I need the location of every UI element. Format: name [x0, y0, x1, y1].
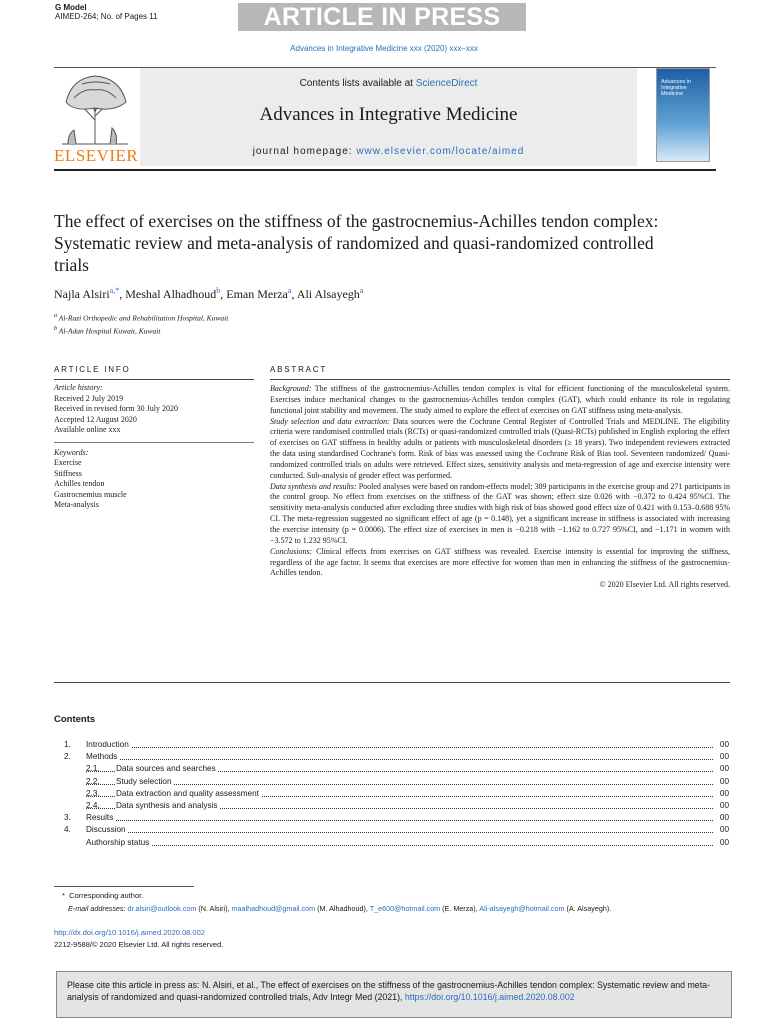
- affil-sup: b: [54, 325, 57, 332]
- corresponding-footnote: [62, 891, 143, 900]
- article-info-heading: ARTICLE INFO: [54, 365, 131, 374]
- history-label: Article history:: [54, 383, 103, 392]
- ref-code: AIMED-264; No. of Pages 11: [55, 12, 158, 21]
- divider: [54, 442, 254, 443]
- divider: [54, 379, 254, 380]
- author-name[interactable]: Najla Alsiri: [54, 287, 110, 301]
- keyword: Gastrocnemius muscle: [54, 489, 127, 499]
- email-owner: (A. Alsayegh).: [564, 904, 612, 913]
- toc-leader-dots: [86, 747, 713, 748]
- toc-number: 2.: [64, 752, 71, 762]
- toc-number: 2.1.: [86, 764, 100, 774]
- citation-text: Please cite this article in press as: N. Alsiri, et al., The effect of exercises on the stiffness of the gastrocnemius-Achilles tendon complex: Systematic review and meta-analysis of randomized and quasi-randomized controlled trials, Adv Integr Med (2021),: [67, 980, 710, 1002]
- cover-title: Advances in Integrative Medicine: [661, 79, 691, 97]
- toc-row[interactable]: [54, 776, 729, 788]
- affiliation: [54, 311, 228, 324]
- email-owner: (E. Merza),: [440, 904, 480, 913]
- abstract-heading: ABSTRACT: [270, 365, 328, 374]
- author-affil-sup[interactable]: a: [287, 286, 292, 295]
- affil-text: Al-Adan Hospital Kuwait, Kuwait: [58, 326, 161, 335]
- toc-page: 00: [718, 788, 729, 800]
- toc-page: 00: [718, 763, 729, 775]
- homepage-prefix: journal homepage:: [252, 146, 357, 157]
- toc-page: 00: [718, 824, 729, 836]
- author-affil-sup[interactable]: a: [359, 286, 364, 295]
- background-text: The stiffness of the gastrocnemius-Achilles tendon complex is vital for efficient functioning of the musculoskeletal system. Exercises induce mechanical changes to the gastrocnemius-Achilles tendon complex (GAT), which could enhance its role in regulating functional joint stability and movement. The study aimed to explore the effect of exercises on GAT stiffness using meta-analysis.: [270, 384, 730, 415]
- toc-leader-dots: [86, 820, 713, 821]
- author-name[interactable]: Ali Alsayegh: [296, 287, 360, 301]
- toc-row[interactable]: [54, 763, 729, 775]
- journal-reference[interactable]: Advances in Integrative Medicine xxx (2020) xxx–xxx: [290, 44, 478, 53]
- toc-label[interactable]: Data sources and searches: [116, 763, 218, 775]
- masthead-bottom-rule: [54, 169, 716, 171]
- toc-row[interactable]: [54, 837, 729, 849]
- affiliation: [54, 324, 228, 337]
- affiliations: [54, 311, 228, 336]
- email-link[interactable]: Ali-alsayegh@hotmail.com: [479, 904, 565, 913]
- abstract-body: [270, 384, 730, 579]
- toc-page: 00: [718, 812, 729, 824]
- citation-doi-link[interactable]: https://doi.org/10.1016/j.aimed.2020.08.002: [404, 992, 575, 1002]
- citation-box: [56, 971, 732, 1018]
- keyword: Exercise: [54, 458, 82, 467]
- article-in-press-banner: ARTICLE IN PRESS: [238, 3, 526, 31]
- selection-text: Data sources were the Cochrane Central Register of Controlled Trials and MEDLINE. The eligibility criteria were randomised controlled trials (RCTs) or quasi-randomized controlled trials (Quasi-RCTs) published in English exploring the effect of exercises on GAT stiffness in healthy adults or patients with musculoskeletal disorders (≥ 18 years). Two independent reviewers extracted the data using standardised Cochrane's form. Risk of bias was assessed using the Cochrane Risk of Bias tool. Seventeen randomized/ Quasi-randomized controlled trials on adults were retrieved. Effect sizes, sensitivity analysis and meta-regression of age and exercise intensity were conducted. Sub-analysis of gender effect was performed.: [270, 416, 730, 480]
- journal-cover[interactable]: [650, 68, 716, 166]
- sciencedirect-link[interactable]: ScienceDirect: [415, 78, 478, 89]
- toc-label[interactable]: Methods: [86, 751, 119, 763]
- history-line: Received 2 July 2019: [54, 393, 124, 403]
- toc-page: 00: [718, 776, 729, 788]
- toc-number: 2.4.: [86, 800, 100, 810]
- tree-icon: [54, 68, 136, 146]
- author-name[interactable]: Eman Merza: [226, 287, 288, 301]
- contents-heading: Contents: [54, 714, 96, 725]
- author-list: Najla Alsiri$^{a,*}$, Meshal Alhadhoud$^b$, Eman Merza$^a$, Ali Alsayegh$^a$: [54, 286, 364, 301]
- keyword: Stiffness: [54, 468, 82, 478]
- toc-page: 00: [718, 739, 729, 751]
- toc-label[interactable]: Study selection: [116, 776, 174, 788]
- toc-row[interactable]: [54, 800, 729, 812]
- elsevier-logo[interactable]: [54, 68, 139, 166]
- article-code: [55, 3, 158, 21]
- journal-name: Advances in Integrative Medicine: [259, 104, 518, 125]
- toc-number: 2.2.: [86, 776, 100, 786]
- cover-image: [656, 68, 710, 162]
- doi-line: [54, 928, 205, 937]
- toc-leader-dots: [86, 759, 713, 760]
- email-owner: (N. Alsiri),: [196, 904, 232, 913]
- toc-number: 2.3.: [86, 788, 100, 798]
- email-owner: (M. Alhadhoud),: [315, 904, 370, 913]
- issn-line: 2212-9588/© 2020 Elsevier Ltd. All rights reserved.: [54, 940, 224, 949]
- history-line: Accepted 12 August 2020: [54, 414, 137, 424]
- author-affil-sup[interactable]: b: [216, 286, 221, 295]
- synthesis-label: Data synthesis and results:: [270, 481, 357, 491]
- email-footnote: [68, 904, 611, 913]
- history-line: Received in revised form 30 July 2020: [54, 404, 178, 413]
- toc-page: 00: [718, 751, 729, 763]
- synthesis-text: Pooled analyses were based on random-effects model; 389 participants in the exercise group and 271 participants in the control group. No effect from exercises on the stiffness of the GAT was shown; effect size 0.026 with −0.372 to 0.424 95%CI. The sensitivity meta-analysis conducted after excluding three studies with high risk of bias showed good effect size of 0.421 with 0.153–0.688 95% CI. The meta-regression suggested no significant effect of age (p = 0.148), yet a significant increase in stiffness is associated with increasing the exercise intensity (p = 0.0006). The effect size of exercises in men is −0.218 with −1.162 to 0.727 95%CI, and −1.171 in women with −3.572 to 1.232 95%CI.: [270, 481, 730, 545]
- abstract: [270, 365, 730, 590]
- toc-row[interactable]: [54, 812, 729, 824]
- toc-row[interactable]: [54, 751, 729, 763]
- toc-label[interactable]: Results: [86, 812, 115, 824]
- divider: [54, 682, 730, 683]
- toc-label[interactable]: Authorship status: [86, 837, 151, 849]
- toc-row[interactable]: [54, 824, 729, 836]
- toc-leader-dots: [86, 784, 713, 785]
- history-line: Available online xxx: [54, 425, 121, 434]
- contents-available: [140, 78, 637, 89]
- keyword: Achilles tendon: [54, 479, 105, 488]
- toc-label[interactable]: Discussion: [86, 824, 128, 836]
- elsevier-wordmark: ELSEVIER: [54, 146, 139, 165]
- toc-label[interactable]: Data extraction and quality assessment: [116, 788, 261, 800]
- email-label: E-mail addresses:: [68, 904, 126, 913]
- toc-row[interactable]: [54, 788, 729, 800]
- asterisk: *: [62, 891, 65, 900]
- email-link[interactable]: dr.alsiri@outlook.com: [127, 904, 197, 913]
- author-affil-sup[interactable]: a,*: [109, 286, 120, 295]
- abstract-copyright: © 2020 Elsevier Ltd. All rights reserved.: [599, 580, 730, 590]
- author-name[interactable]: Meshal Alhadhoud: [125, 287, 217, 301]
- contents-prefix: Contents lists available at: [299, 78, 416, 89]
- table-of-contents: [54, 739, 729, 849]
- footnote-rule: [54, 886, 194, 887]
- gmodel-label: G Model: [55, 3, 87, 12]
- affil-text: Al-Razi Orthopedic and Rehabilitation Hospital, Kuwait: [58, 313, 229, 323]
- toc-number: 1.: [64, 740, 71, 749]
- toc-label[interactable]: Data synthesis and analysis: [116, 800, 220, 812]
- article-info: [54, 365, 254, 511]
- toc-row[interactable]: [54, 739, 729, 751]
- doi-link[interactable]: http://dx.doi.org/10.1016/j.aimed.2020.08.002: [54, 928, 205, 937]
- keyword: Meta-analysis: [54, 500, 99, 509]
- homepage-link[interactable]: www.elsevier.com/locate/aimed: [356, 146, 525, 157]
- email-link[interactable]: maalhadhoud@gmail.com: [231, 904, 316, 913]
- background-label: Background:: [270, 384, 312, 393]
- divider: [270, 379, 730, 380]
- toc-number: 3.: [64, 813, 71, 823]
- toc-leader-dots: [86, 845, 713, 846]
- toc-number: 4.: [64, 825, 71, 835]
- selection-label: Study selection and data extraction:: [270, 416, 390, 426]
- toc-page: 00: [718, 800, 729, 812]
- journal-masthead: [140, 68, 637, 166]
- journal-homepage: [140, 146, 637, 157]
- keywords-label: Keywords:: [54, 447, 89, 457]
- toc-page: 00: [718, 837, 729, 849]
- article-title: The effect of exercises on the stiffness of the gastrocnemius-Achilles tendon complex: Systematic review and meta-analysis of randomized and quasi-randomized controlled trials: [54, 211, 659, 275]
- conclusions-text: Clinical effects from exercises on GAT stiffness was revealed. Exercise intensity is essential for improving the stiffness, regardless of the age factor. It seems that exercises are more effective for women than men in enhancing the stiffness of the gastrocnemius-Achilles tendon.: [270, 546, 730, 578]
- email-link[interactable]: T_e600@hotmail.com: [369, 904, 441, 913]
- corresponding-text: Corresponding author.: [69, 891, 144, 900]
- conclusions-label: Conclusions:: [270, 546, 313, 556]
- toc-label[interactable]: Introduction: [86, 739, 131, 751]
- toc-leader-dots: [86, 832, 713, 833]
- affil-sup: a: [54, 313, 57, 319]
